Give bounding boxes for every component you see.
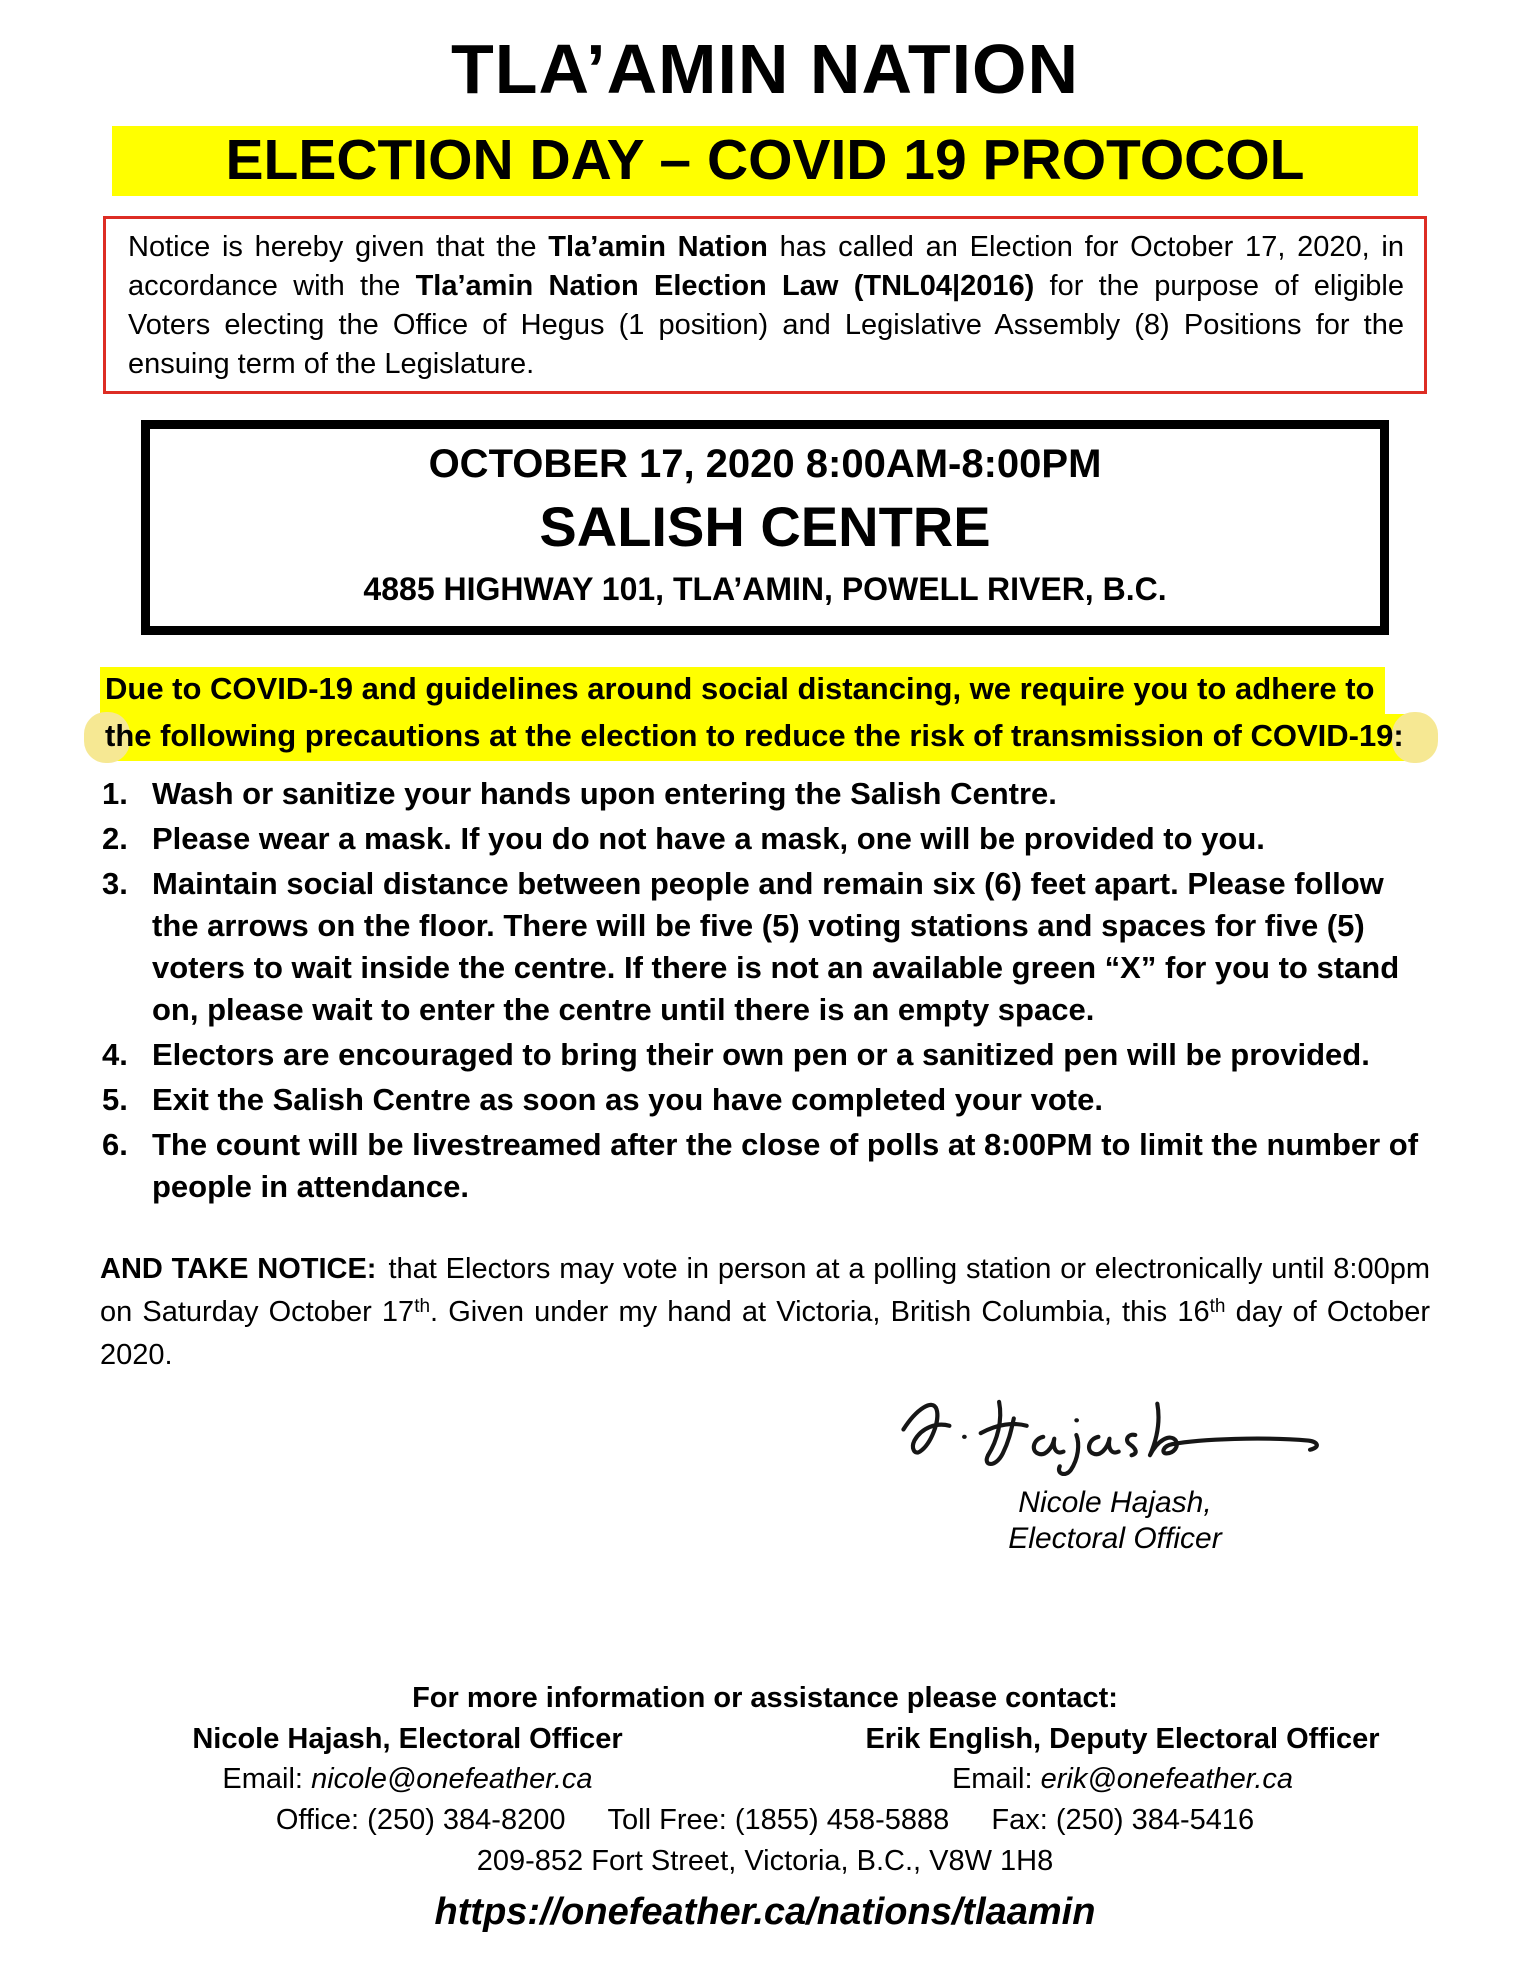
list-item-number: 4. [102, 1037, 128, 1072]
precautions-list [100, 773, 1432, 1208]
contact-columns [50, 1719, 1480, 1799]
take-notice-lead: AND TAKE NOTICE: [100, 1253, 377, 1285]
list-item-text: Please wear a mask. If you do not have a mask, one will be provided to you. [152, 821, 1265, 856]
list-item [100, 863, 1432, 1031]
fax-number: Fax: (250) 384-5416 [991, 1804, 1255, 1836]
list-item-text: Wash or sanitize your hands upon entering the Salish Centre. [152, 776, 1057, 811]
election-notice-box [103, 216, 1427, 394]
signatory-role: Electoral Officer [1008, 1522, 1222, 1555]
take-notice-text: day of October 2020. [100, 1296, 1430, 1371]
event-address: 4885 HIGHWAY 101, TLA’AMIN, POWELL RIVER, B.C. [363, 571, 1167, 607]
notice-text-segment: for the purpose of eligible Voters electing the Office of Hegus (1 position) and Legislative Assembly (8) Positions for the ensuing term of the Legislature. [128, 270, 1404, 380]
list-item-number: 3. [102, 866, 128, 901]
signature-block [860, 1389, 1370, 1557]
contact-name: Nicole Hajash, Electoral Officer [192, 1723, 623, 1755]
list-item-text: The count will be livestreamed after the close of polls at 8:00PM to limit the number of people in attendance. [152, 1127, 1419, 1204]
contact-deputy-electoral-officer [765, 1719, 1480, 1799]
contact-section [0, 1679, 1530, 1937]
polling-event-box [141, 420, 1389, 635]
notice-bold-election-law: Tla’amin Nation Election Law (TNL04|2016) [415, 270, 1035, 302]
website-url: https://onefeather.ca/nations/tlaamin [434, 1891, 1096, 1933]
highlighted-line-2 [100, 714, 1414, 761]
email-label: Email: [222, 1763, 312, 1795]
list-item-text: Exit the Salish Centre as soon as you have completed your vote. [152, 1082, 1103, 1117]
toll-free-phone: Toll Free: (1855) 458-5888 [607, 1804, 950, 1836]
banner-election-day-covid-protocol: ELECTION DAY – COVID 19 PROTOCOL [112, 126, 1418, 196]
list-item-text: Maintain social distance between people and remain six (6) feet apart. Please follow the arrows on the floor. There will be five (5) voting stations and spaces for five (5) voters to wait inside the centre. If there is not an available green “X” for you to stand on, please wait to enter the centre until there is an empty space. [152, 866, 1400, 1027]
superscript-th: th [1209, 1296, 1226, 1317]
signatory-name: Nicole Hajash, [1018, 1486, 1212, 1519]
notice-bold-nation: Tla’amin Nation [548, 231, 768, 263]
take-notice-paragraph [100, 1248, 1430, 1377]
event-venue: SALISH CENTRE [539, 495, 991, 558]
list-item [100, 1079, 1432, 1121]
list-item-number: 5. [102, 1082, 128, 1117]
take-notice-text: that Electors may vote in person at a polling station or electronically until 8:00pm on Saturday October 17 [100, 1253, 1430, 1328]
list-item [100, 1034, 1432, 1076]
contact-email-line [50, 1759, 765, 1799]
email-label: Email: [951, 1763, 1041, 1795]
take-notice-text: . Given under my hand at Victoria, British Columbia, this 16 [430, 1296, 1210, 1328]
email-address: erik@onefeather.ca [1040, 1763, 1294, 1795]
phone-numbers-row [0, 1800, 1530, 1840]
contact-electoral-officer [50, 1719, 765, 1799]
list-item-text: Electors are encouraged to bring their own pen or a sanitized pen will be provided. [152, 1037, 1370, 1072]
office-address: 209-852 Fort Street, Victoria, B.C., V8W 1H8 [476, 1845, 1054, 1877]
contact-heading: For more information or assistance please contact: [412, 1682, 1118, 1714]
highlighted-line-1 [100, 667, 1385, 714]
list-item-number: 1. [102, 776, 128, 811]
list-item [100, 773, 1432, 815]
highlighted-text: Due to COVID-19 and guidelines around social distancing, we require you to adhere to [105, 671, 1375, 706]
event-datetime: OCTOBER 17, 2020 8:00AM-8:00PM [428, 442, 1102, 486]
signature-image [880, 1389, 1350, 1481]
list-item-number: 6. [102, 1127, 128, 1162]
contact-email-line [765, 1759, 1480, 1799]
list-item [100, 1124, 1432, 1208]
contact-name: Erik English, Deputy Electoral Officer [865, 1723, 1380, 1755]
email-address: nicole@onefeather.ca [311, 1763, 593, 1795]
page-title: TLA’AMIN NATION [450, 30, 1080, 108]
notice-text-segment: has called an Election for October 17, 2020, in accordance with the [128, 231, 1405, 302]
list-item-number: 2. [102, 821, 128, 856]
notice-text-segment: Notice is hereby given that the [128, 231, 549, 263]
superscript-th: th [414, 1296, 431, 1317]
covid-guidelines-paragraph [100, 667, 1530, 761]
list-item [100, 818, 1432, 860]
highlighted-text: the following precautions at the election to reduce the risk of transmission of COVID-19: [105, 718, 1404, 753]
office-phone: Office: (250) 384-8200 [275, 1804, 566, 1836]
